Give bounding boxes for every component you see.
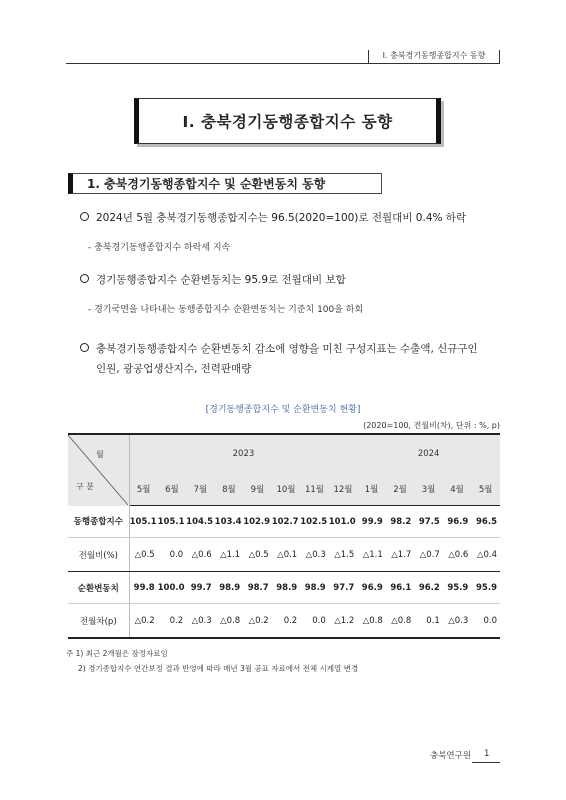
running-header: Ⅰ. 충북경기동행종합지수 동향 — [382, 51, 486, 60]
table-cell: 101.0 — [329, 506, 358, 538]
table-cell: 96.9 — [443, 506, 472, 538]
table-corner — [68, 434, 129, 506]
month-header: 1월 — [357, 473, 386, 506]
table-cell: 97.5 — [414, 506, 443, 538]
table-cell: 95.9 — [471, 572, 500, 604]
table-cell: 98.2 — [386, 506, 415, 538]
table-cell: 0.0 — [471, 604, 500, 639]
table-cell: 95.9 — [443, 572, 472, 604]
month-header: 6월 — [158, 473, 187, 506]
table-cell: 0.2 — [272, 604, 301, 639]
chapter-title-box — [134, 98, 441, 144]
header-divider-right — [499, 50, 500, 63]
table-cell: 98.9 — [300, 572, 329, 604]
table-cell: 99.7 — [186, 572, 215, 604]
month-header: 4월 — [443, 473, 472, 506]
table-cell: △0.8 — [386, 604, 415, 639]
row-label: 전월비(%) — [68, 538, 129, 572]
section-heading: 1. 충북경기동행종합지수 및 순환변동치 동향 — [87, 177, 326, 191]
month-header: 2월 — [386, 473, 415, 506]
table-cell: △0.2 — [243, 604, 272, 639]
table-cell: △0.1 — [272, 538, 301, 572]
table-body — [68, 506, 500, 639]
table-cell: 96.2 — [414, 572, 443, 604]
table-cell: 96.1 — [386, 572, 415, 604]
bullet-text-cont: 인원, 광공업생산지수, 전력판매량 — [96, 363, 252, 375]
table-cell: 98.9 — [272, 572, 301, 604]
month-header: 3월 — [414, 473, 443, 506]
table-cell: 0.2 — [158, 604, 187, 639]
table-row — [68, 572, 500, 604]
sub-bullet-1: - 충북경기동행종합지수 하락세 지속 — [88, 243, 231, 253]
year-header: 2024 — [357, 434, 500, 473]
table-title: [경기동행종합지수 및 순환변동치 현황] — [205, 405, 361, 415]
table-cell: 0.1 — [414, 604, 443, 639]
footnote-2: 2) 경기종합지수 연간보정 결과 반영에 따라 매년 3월 공표 자료에서 전체 시계열 변경 — [78, 664, 359, 673]
table-cell: △0.4 — [471, 538, 500, 572]
month-header: 5월 — [471, 473, 500, 506]
sub-bullet-2: - 경기국면을 나타내는 동행종합지수 순환변동치는 기준치 100을 하회 — [88, 305, 364, 315]
table-row — [68, 506, 500, 538]
month-header: 8월 — [215, 473, 244, 506]
table-cell: 99.9 — [357, 506, 386, 538]
chapter-title: Ⅰ. 충북경기동행종합지수 동향 — [182, 113, 393, 131]
table-cell: △0.7 — [414, 538, 443, 572]
table-cell: △0.3 — [443, 604, 472, 639]
row-label: 동행종합지수 — [68, 506, 129, 538]
month-header: 5월 — [129, 473, 158, 506]
table-cell: 0.0 — [300, 604, 329, 639]
table-cell: 99.8 — [129, 572, 158, 604]
bullet-text: 2024년 5월 충북경기동행종합지수는 96.5(2020=100)로 전월대비 0.4% 하락 — [96, 212, 467, 224]
bullet-text: 경기동행종합지수 순환변동치는 95.9로 전월대비 보합 — [96, 274, 346, 286]
header-rule — [66, 63, 500, 64]
table-cell: 102.7 — [272, 506, 301, 538]
month-header: 12월 — [329, 473, 358, 506]
table-cell: △0.5 — [243, 538, 272, 572]
bullet-text: 충북경기동행종합지수 순환변동치 감소에 영향을 미친 구성지표는 수출액, 신규구인 — [96, 343, 478, 355]
footnote-1: 주 1) 최근 2개월은 잠정자료임 — [66, 649, 168, 658]
month-header: 7월 — [186, 473, 215, 506]
table-cell: △1.1 — [215, 538, 244, 572]
table-cell: 104.5 — [186, 506, 215, 538]
table-unit: (2020=100, 전월비(차), 단위 : %, p) — [363, 421, 500, 430]
row-label: 전월차(p) — [68, 604, 129, 639]
table-cell: △0.5 — [129, 538, 158, 572]
table-row — [68, 604, 500, 639]
table-cell: 0.0 — [158, 538, 187, 572]
table-cell: 100.0 — [158, 572, 187, 604]
table-cell: 102.9 — [243, 506, 272, 538]
row-label: 순환변동치 — [68, 572, 129, 604]
circle-bullet-icon — [80, 274, 89, 283]
table-cell: 105.1 — [129, 506, 158, 538]
circle-bullet-icon — [80, 343, 89, 352]
table-cell: 98.9 — [215, 572, 244, 604]
footer-rule — [472, 762, 500, 763]
table-cell: △1.7 — [386, 538, 415, 572]
diagonal-line — [68, 435, 128, 505]
table-cell: 105.1 — [158, 506, 187, 538]
table-cell: 96.5 — [471, 506, 500, 538]
table-cell: △1.1 — [357, 538, 386, 572]
bullet-2 — [80, 270, 346, 290]
bullet-1 — [80, 208, 466, 228]
table-cell: △0.2 — [129, 604, 158, 639]
corner-category-label: 구 분 — [76, 482, 94, 491]
table-cell: △0.3 — [300, 538, 329, 572]
table-cell: 102.5 — [300, 506, 329, 538]
header-divider-left — [368, 50, 369, 63]
table-cell: 96.9 — [357, 572, 386, 604]
section-heading-box — [68, 173, 382, 194]
table-cell: △0.6 — [186, 538, 215, 572]
table-cell: △0.8 — [357, 604, 386, 639]
table-cell: 103.4 — [215, 506, 244, 538]
table-cell: △1.2 — [329, 604, 358, 639]
table-cell: 98.7 — [243, 572, 272, 604]
table-cell: △0.6 — [443, 538, 472, 572]
circle-bullet-icon — [80, 212, 89, 221]
month-header-row — [68, 473, 500, 506]
corner-month-label: 월 — [96, 450, 104, 459]
footer-org: 충북연구원 — [430, 751, 472, 761]
table-cell: △1.5 — [329, 538, 358, 572]
table-row — [68, 538, 500, 572]
month-header: 9월 — [243, 473, 272, 506]
page-number: 1 — [484, 749, 490, 759]
bullet-3 — [80, 339, 510, 379]
table-cell: △0.8 — [215, 604, 244, 639]
table-cell: 97.7 — [329, 572, 358, 604]
index-table — [68, 433, 500, 639]
month-header: 10월 — [272, 473, 301, 506]
table-cell: △0.3 — [186, 604, 215, 639]
year-header: 2023 — [129, 434, 357, 473]
month-header: 11월 — [300, 473, 329, 506]
